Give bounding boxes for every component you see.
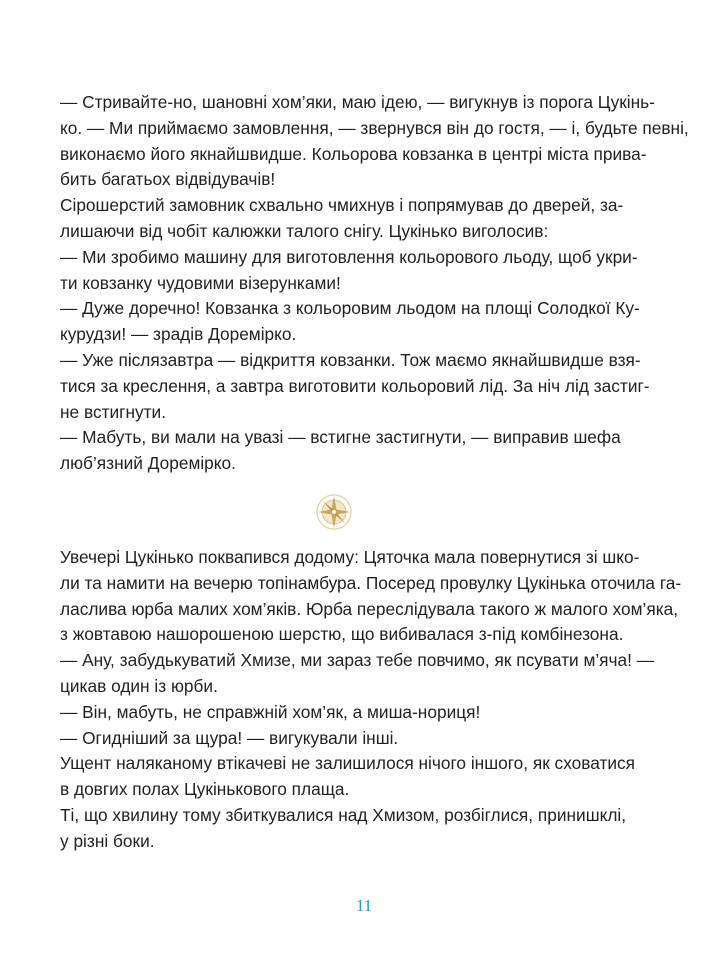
page-number: 11	[355, 896, 373, 915]
text-line: — Мабуть, ви мали на увазі — встигне застигнути, — виправив шефа	[60, 427, 621, 448]
text-line: — Огидніший за щура! — вигукували інші.	[60, 727, 399, 748]
text-line: — Уже післязавтра — відкриття ковзанки. Тож маємо якнайшвидше взя-	[60, 349, 641, 370]
text-line: — Він, мабуть, не справжній хом’як, а миша-нориця!	[60, 701, 481, 722]
text-section-2	[60, 545, 682, 855]
text-line: люб’язний Доремірко.	[60, 453, 236, 474]
text-line: не встигнути.	[60, 401, 167, 422]
text-line: ли та намити на вечерю топінамбура. Посеред провулку Цукінька оточила га-	[60, 572, 682, 593]
text-line: в довгих полах Цукінькового плаща.	[60, 779, 350, 800]
paragraph	[60, 193, 670, 245]
paragraph	[60, 348, 670, 425]
text-line: ти ковзанку чудовими візерунками!	[60, 272, 341, 293]
compass-star-icon	[314, 492, 354, 532]
text-line: тися за креслення, а завтра виготовити кольоровий лід. За ніч лід застиг-	[60, 375, 650, 396]
text-line: виконаємо його якнайшвидше. Кольорова ковзанка в центрі міста прива-	[60, 143, 647, 164]
text-line: — Стривайте-но, шановні хом’яки, маю ідею, — вигукнув із порога Цукінь-	[60, 92, 655, 112]
paragraph	[60, 545, 682, 648]
text-line: — Ми зробимо машину для виготовлення кольорового льоду, щоб укри-	[60, 246, 638, 267]
text-line: бить багатьох відвідувачів!	[60, 169, 276, 190]
text-line: курудзи! — зрадів Доремірко.	[60, 324, 297, 345]
text-line: Ущент наляканому втікачеві не залишилося нічого іншого, як сховатися	[60, 753, 636, 774]
text-line: — Ану, забудькуватий Хмизе, ми зараз тебе повчимо, як псувати м’яча! —	[60, 650, 655, 671]
text-line: Ті, що хвилину тому збиткувалися над Хмизом, розбіглися, принишклі,	[60, 804, 627, 825]
paragraph	[60, 700, 670, 726]
text-line: ко. — Ми приймаємо замовлення, — звернувся він до гостя, — і, будьте певні,	[60, 117, 689, 138]
text-line: цикав один із юрби.	[60, 675, 218, 696]
paragraph	[60, 296, 670, 348]
paragraph	[60, 726, 670, 752]
text-section-1	[60, 90, 689, 477]
paragraph	[60, 803, 670, 855]
text-line: — Дуже доречно! Ковзанка з кольоровим льодом на площі Солодкої Ку-	[60, 298, 640, 319]
text-line: лишаючи від чобіт калюжки талого снігу. Цукінько виголосив:	[60, 220, 549, 241]
paragraph	[60, 648, 670, 700]
text-line: з жовтавою нашорошеною шерстю, що вибивалася з-під комбінезона.	[60, 624, 624, 645]
paragraph	[60, 245, 670, 297]
text-line: ласлива юрба малих хом’яків. Юрба переслідувала такого ж малого хом’яка,	[60, 598, 679, 619]
paragraph	[60, 90, 689, 193]
paragraph	[60, 751, 670, 803]
paragraph	[60, 425, 670, 477]
text-line: Увечері Цукінько поквапився додому: Цяточка мала повернутися зі шко-	[60, 547, 640, 567]
text-line: Сірошерстий замовник схвально чмихнув і попрямував до дверей, за-	[60, 195, 624, 216]
text-line: у різні боки.	[60, 830, 155, 851]
